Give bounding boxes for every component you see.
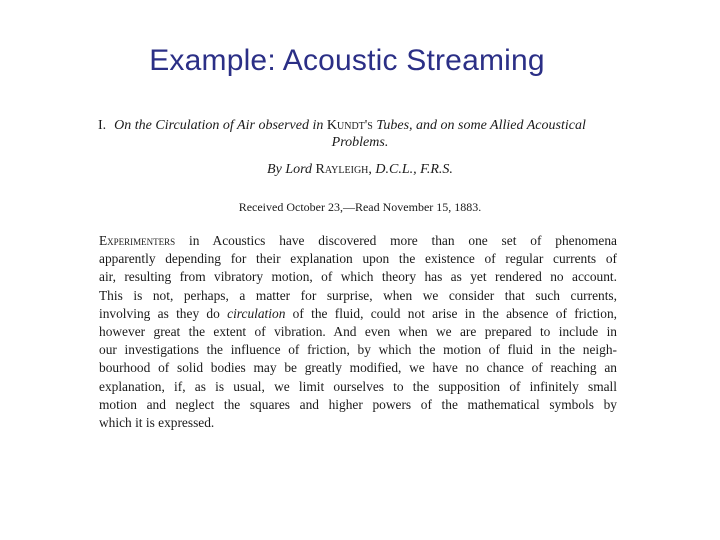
body-line-4: This is not, perhaps, a matter for surprise, when we consider that such currents,	[99, 287, 617, 303]
body-italic-word: circulation	[227, 305, 286, 321]
body-line-7: our investigations the influence of friction, by which the motion of fluid in the neigh-	[99, 342, 617, 358]
paper-title-post: Tubes, and on some Allied Acoustical	[376, 118, 586, 133]
received-date: Received October 23,—Read November 15, 1883.	[238, 200, 482, 214]
paper-title-line-2: Problems.	[331, 135, 389, 150]
author-name: Rayleigh,	[315, 162, 372, 177]
body-line-1	[99, 232, 617, 250]
body-line-10: motion and neglect the squares and higher powers of the mathematical symbols by	[99, 396, 617, 412]
body-line-5-post: of the fluid, could not arise in the absence of friction,	[285, 305, 617, 321]
body-line-3: air, resulting from vibratory motion, of which theory has as yet rendered no account.	[99, 269, 617, 285]
paper-excerpt-image	[92, 108, 628, 438]
body-line-1-rest: in Acoustics have discovered more than one set of phenomena	[175, 233, 617, 248]
body-line-2: apparently depending for their explanation upon the existence of regular currents of	[99, 251, 617, 267]
paper-title-line-1	[98, 118, 618, 134]
body-line-8: bourhood of solid bodies may be greatly modified, we have no chance of reaching an	[99, 360, 617, 376]
body-line-11: which it is expressed.	[99, 414, 215, 430]
slide-title: Example: Acoustic Streaming	[149, 44, 545, 77]
paper-body	[99, 232, 617, 432]
paper-title-name: Kundt's	[326, 118, 373, 133]
body-line-5	[99, 305, 617, 323]
body-line-6: however great the extent of vibration. And even when we are prepared to include in	[99, 323, 617, 339]
paper-title-pre: On the Circulation of Air observed in	[114, 118, 324, 133]
author-credentials: D.C.L., F.R.S.	[375, 162, 453, 177]
body-lead-word: Experimenters	[99, 233, 176, 248]
body-line-9: explanation, if, as is usual, we limit ourselves to the supposition of infinitely small	[99, 378, 617, 394]
byline-pre: By Lord	[267, 162, 313, 177]
paper-numeral: I.	[98, 118, 107, 133]
paper-byline	[92, 162, 628, 178]
body-line-5-pre: involving as they do	[99, 305, 228, 321]
